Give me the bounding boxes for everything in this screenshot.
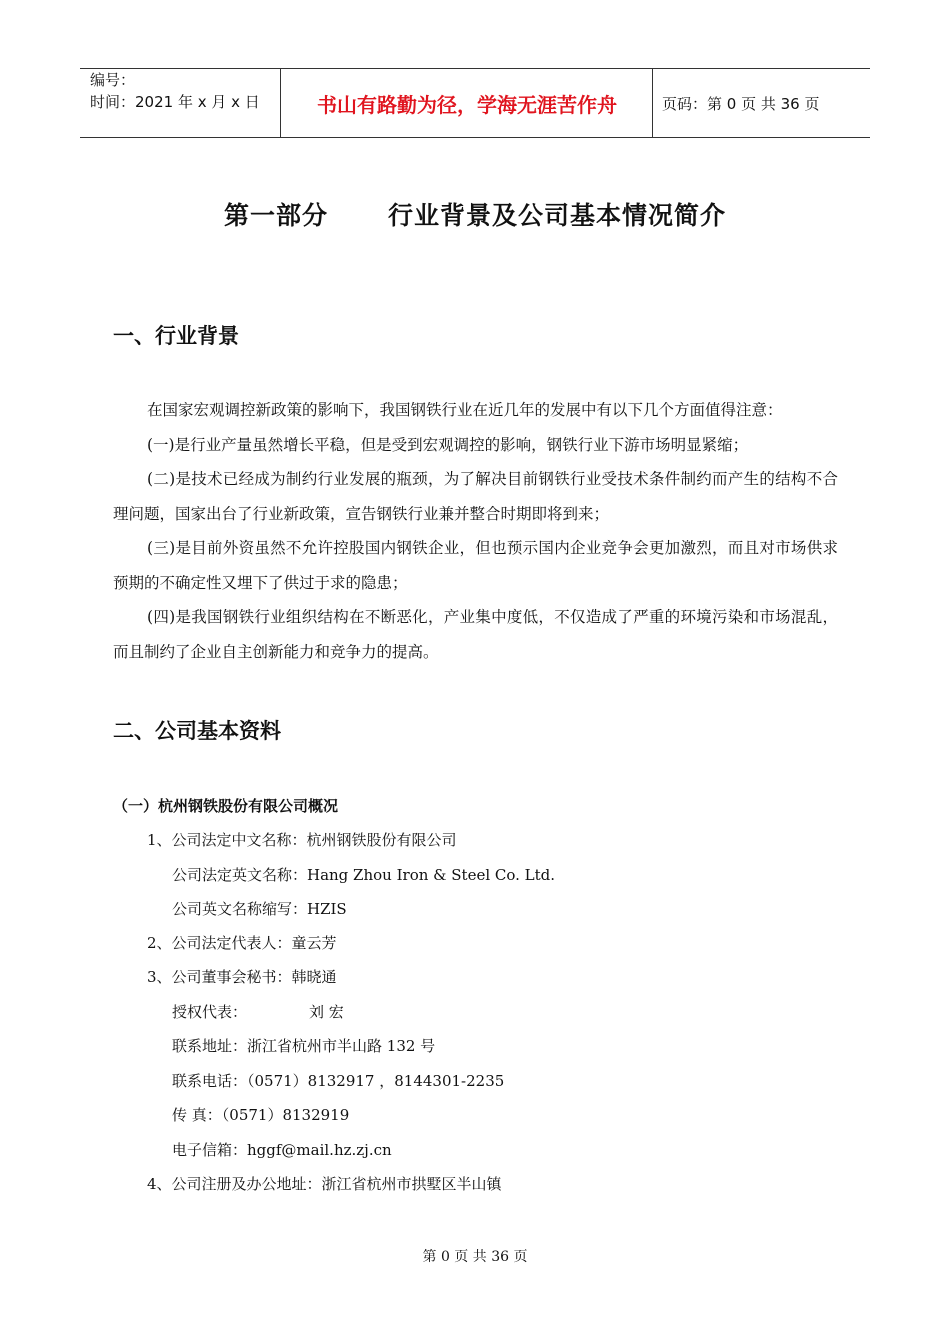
office-address: 4、公司注册及办公地址：浙江省杭州市拱墅区半山镇 [147,1175,502,1193]
document-header [80,68,870,138]
contact-address: 联系地址：浙江省杭州市半山路 132 号 [172,1037,436,1055]
board-secretary: 3、公司董事会秘书：韩晓通 [147,968,337,986]
fax-number: （0571）8132919 [221,1106,350,1124]
company-en-name: 公司法定英文名称：Hang Zhou Iron & Steel Co. Ltd. [172,866,556,884]
company-en-abbr: 公司英文名称缩写：HZIS [172,900,347,918]
title-text: 行业背景及公司基本情况简介 [388,201,727,230]
auth-rep-label: 授权代表： [172,1003,248,1021]
paragraph: (四)是我国钢铁行业组织结构在不断恶化，产业集中度低，不仅造成了严重的环境污染和市场混乱，而且制约了企业自主创新能力和竞争力的提高。 [113,608,838,661]
authorized-representative [172,1001,344,1022]
page-title [0,196,950,232]
contact-phone: 联系电话：（0571）8132917 ，8144301-2235 [172,1072,505,1090]
industry-background-text [113,393,838,669]
section-heading-company: 二、公司基本资料 [113,719,281,743]
contact-email: 电子信箱：hggf@mail.hz.zj.cn [172,1141,392,1159]
header-motto: 书山有路勤为径，学海无涯苦作舟 [317,92,617,117]
section-heading-industry: 一、行业背景 [113,324,239,348]
contact-fax [172,1104,349,1125]
paragraph: (一)是行业产量虽然增长平稳，但是受到宏观调控的影响，钢铁行业下游市场明显紧缩； [147,435,749,454]
header-number: 编号： [90,71,136,89]
auth-rep-name: 刘 宏 [309,1003,344,1021]
paragraph: 在国家宏观调控新政策的影响下，我国钢铁行业在近几年的发展中有以下几个方面值得注意： [147,401,783,419]
header-meta [90,69,260,113]
header-divider [280,69,281,137]
paragraph: (二)是技术已经成为制约行业发展的瓶颈，为了解决目前钢铁行业受技术条件制约而产生的结构不合理问题，国家出台了行业新政策，宣告钢铁行业兼并整合时期即将到来； [113,470,838,523]
subsection-heading: （一）杭州钢铁股份有限公司概况 [113,797,339,815]
title-part: 第一部分 [223,201,328,230]
page-footer: 第 0 页 共 36 页 [422,1249,528,1265]
header-divider [652,69,653,137]
fax-label: 传 真： [172,1106,222,1124]
legal-representative: 2、公司法定代表人：童云芳 [147,934,337,952]
header-date: 时间：2021 年 x 月 x 日 [90,93,260,111]
company-cn-name: 1、公司法定中文名称：杭州钢铁股份有限公司 [147,831,457,849]
header-page-info: 页码：第 0 页 共 36 页 [662,94,820,113]
paragraph: (三)是目前外资虽然不允许控股国内钢铁企业，但也预示国内企业竞争会更加激烈，而且对市场供求预期的不确定性又埋下了供过于求的隐患； [113,539,838,592]
